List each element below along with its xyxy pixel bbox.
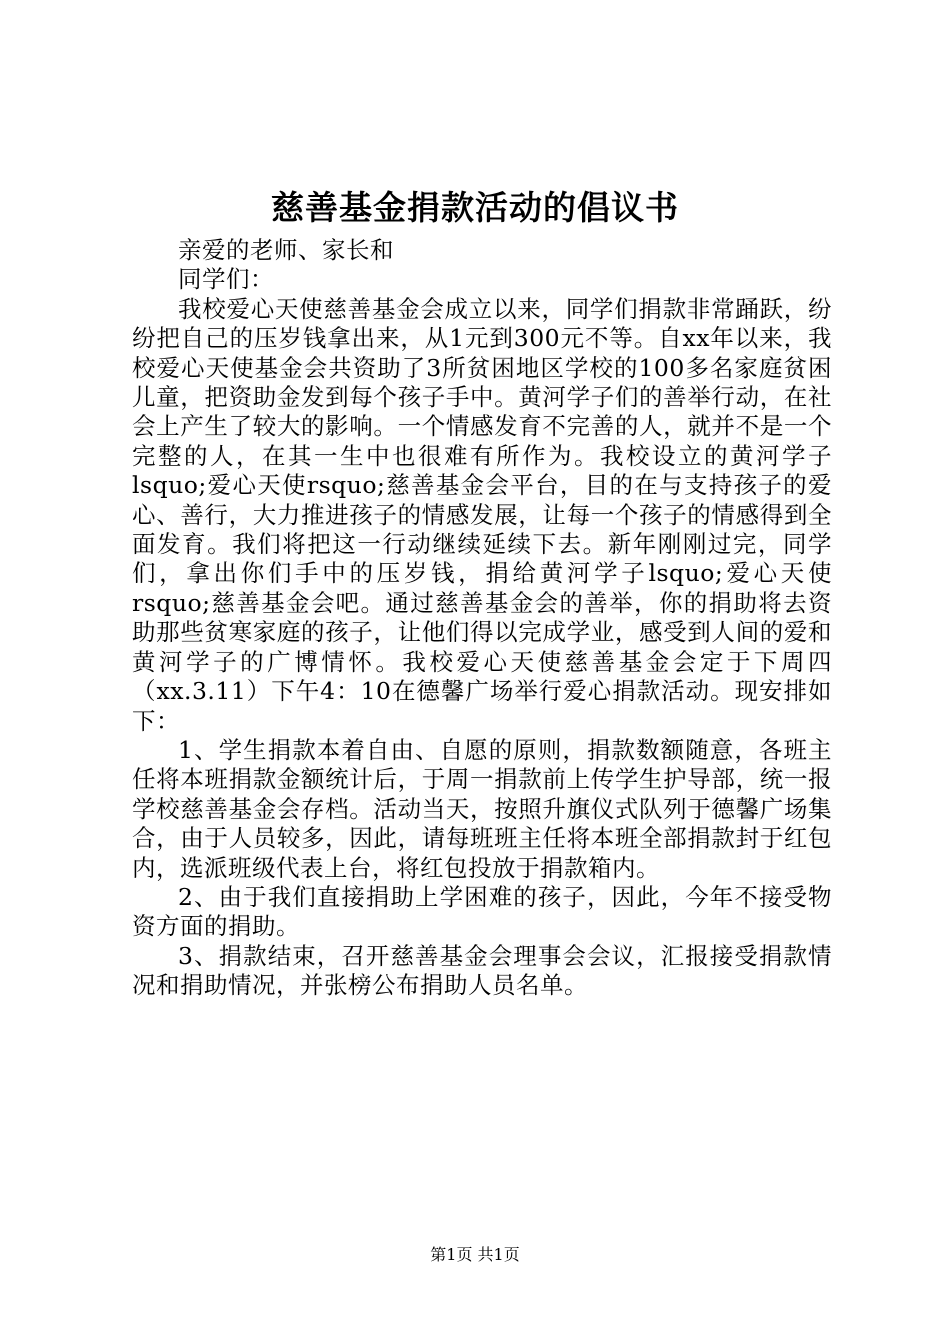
document-body — [132, 236, 832, 1001]
arrangement-item-3: 3、捐款结束，召开慈善基金会理事会会议，汇报接受捐款情况和捐助情况，并张榜公布捐助人员名单。 — [132, 941, 832, 1000]
page-footer: 第1页 共1页 — [430, 1245, 520, 1264]
document-title: 慈善基金捐款活动的倡议书 — [271, 188, 679, 227]
salutation-line-2: 同学们： — [178, 265, 274, 294]
body-paragraph-intro: 我校爱心天使慈善基金会成立以来，同学们捐款非常踊跃，纷纷把自己的压岁钱拿出来，从1元到300元不等。自xx年以来，我校爱心天使基金会共资助了3所贫困地区学校的100多名家庭贫困儿童，把资助金发到每个孩子手中。黄河学子们的善举行动，在社会上产生了较大的影响。一个情感发育不完善的人，就并不是一个完整的人，在其一生中也很难有所作为。我校设立的黄河学子lsquo;爱心天使rsquo;慈善基金会平台，目的在与支持孩子的爱心、善行，大力推进孩子的情感发展，让每一个孩子的情感得到全面发育。我们将把这一行动继续延续下去。新年刚刚过完，同学们，拿出你们手中的压岁钱，捐给黄河学子lsquo;爱心天使rsquo;慈善基金会吧。通过慈善基金会的善举，你的捐助将去资助那些贫寒家庭的孩子，让他们得以完成学业，感受到人间的爱和黄河学子的广博情怀。我校爱心天使慈善基金会定于下周四（xx.3.11）下午4：10在德馨广场举行爱心捐款活动。现安排如下： — [132, 294, 832, 735]
arrangement-item-1: 1、学生捐款本着自由、自愿的原则，捐款数额随意，各班主任将本班捐款金额统计后，于周一捐款前上传学生护导部，统一报学校慈善基金会存档。活动当天，按照升旗仪式队列于德馨广场集合，由于人员较多，因此，请每班班主任将本班全部捐款封于红包内，选派班级代表上台，将红包投放于捐款箱内。 — [132, 735, 832, 882]
salutation-line-1: 亲爱的老师、家长和 — [178, 236, 394, 264]
arrangement-item-2: 2、由于我们直接捐助上学困难的孩子，因此，今年不接受物资方面的捐助。 — [132, 882, 832, 941]
